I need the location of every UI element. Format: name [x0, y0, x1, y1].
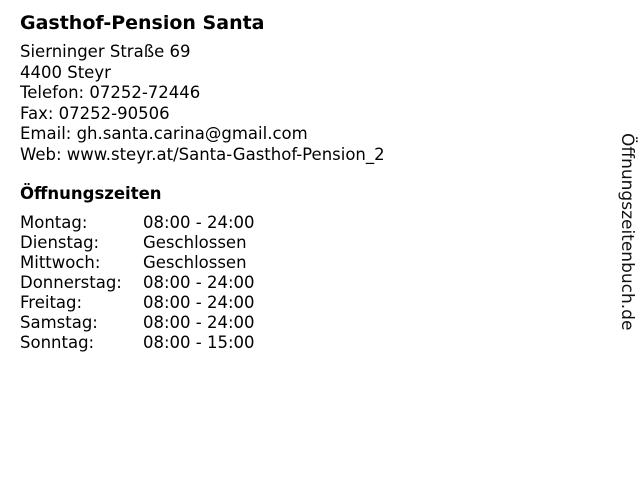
- time-value: 08:00 - 15:00: [143, 333, 255, 352]
- hours-row-sunday: [20, 333, 600, 353]
- hours-row-saturday: [20, 313, 600, 333]
- time-value: 08:00 - 24:00: [143, 293, 255, 312]
- hours-heading: Öffnungszeiten: [20, 184, 162, 203]
- street-line: Sierninger Straße 69: [20, 42, 191, 61]
- web-line: Web: www.steyr.at/Santa-Gasthof-Pension_2: [20, 144, 385, 164]
- time-value: Geschlossen: [143, 253, 247, 272]
- day-label: Dienstag:: [20, 233, 100, 252]
- time-value: Geschlossen: [143, 233, 247, 252]
- hours-row-friday: [20, 293, 600, 313]
- city-line: 4400 Steyr: [20, 62, 111, 82]
- hours-row-monday: [20, 213, 600, 233]
- address-block: [20, 42, 600, 165]
- fax-line: Fax: 07252-90506: [20, 103, 170, 123]
- hours-table: [20, 213, 600, 353]
- brand-watermark: Öffnungszeitenbuch.de: [617, 133, 637, 331]
- day-label: Sonntag:: [20, 333, 95, 352]
- day-label: Samstag:: [20, 313, 98, 332]
- hours-row-wednesday: [20, 253, 600, 273]
- hours-row-tuesday: [20, 233, 600, 253]
- time-value: 08:00 - 24:00: [143, 213, 255, 232]
- time-value: 08:00 - 24:00: [143, 273, 255, 292]
- day-label: Freitag:: [20, 293, 83, 312]
- time-value: 08:00 - 24:00: [143, 313, 255, 332]
- day-label: Montag:: [20, 213, 88, 232]
- day-label: Mittwoch:: [20, 253, 101, 272]
- business-card: [20, 10, 600, 353]
- day-label: Donnerstag:: [20, 273, 122, 292]
- hours-row-thursday: [20, 273, 600, 293]
- email-line: Email: gh.santa.carina@gmail.com: [20, 124, 308, 143]
- phone-line: Telefon: 07252-72446: [20, 83, 201, 102]
- business-name: Gasthof-Pension Santa: [20, 12, 265, 34]
